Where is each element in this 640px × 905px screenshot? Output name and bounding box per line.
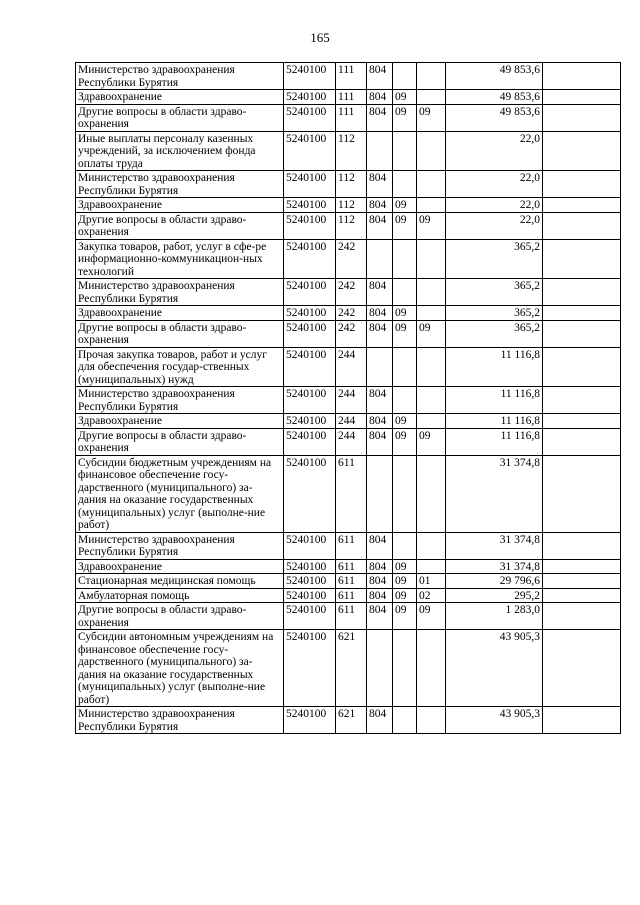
subsection-cell: 09 (417, 603, 446, 630)
subsection-cell (417, 387, 446, 414)
target-article-cell: 5240100 (284, 630, 336, 707)
administrator-code-cell (367, 630, 393, 707)
section-cell (393, 279, 417, 306)
table-row (76, 131, 621, 171)
table-row (76, 414, 621, 429)
subsection-cell (417, 532, 446, 559)
target-article-cell: 5240100 (284, 63, 336, 90)
expense-type-cell: 611 (336, 603, 367, 630)
table-row (76, 387, 621, 414)
empty-cell (543, 387, 621, 414)
target-article-cell: 5240100 (284, 603, 336, 630)
table-row (76, 455, 621, 532)
target-article-cell: 5240100 (284, 320, 336, 347)
row-name-cell: Министерство здравоохранения Республики Бурятия (76, 707, 284, 734)
row-name-cell: Здравоохранение (76, 306, 284, 321)
target-article-cell: 5240100 (284, 414, 336, 429)
table-row (76, 559, 621, 574)
amount-cell: 365,2 (446, 239, 543, 279)
section-cell (393, 171, 417, 198)
section-cell: 09 (393, 603, 417, 630)
subsection-cell: 09 (417, 104, 446, 131)
table-row (76, 212, 621, 239)
administrator-code-cell: 804 (367, 63, 393, 90)
administrator-code-cell: 804 (367, 588, 393, 603)
empty-cell (543, 171, 621, 198)
section-cell (393, 455, 417, 532)
subsection-cell (417, 90, 446, 105)
table-row (76, 320, 621, 347)
expense-type-cell: 111 (336, 104, 367, 131)
budget-table (75, 62, 621, 734)
subsection-cell (417, 239, 446, 279)
empty-cell (543, 320, 621, 347)
empty-cell (543, 588, 621, 603)
row-name-cell: Министерство здравоохранения Республики Бурятия (76, 387, 284, 414)
amount-cell: 49 853,6 (446, 90, 543, 105)
subsection-cell (417, 306, 446, 321)
target-article-cell: 5240100 (284, 588, 336, 603)
subsection-cell (417, 559, 446, 574)
empty-cell (543, 63, 621, 90)
empty-cell (543, 104, 621, 131)
subsection-cell: 09 (417, 428, 446, 455)
subsection-cell (417, 131, 446, 171)
administrator-code-cell: 804 (367, 414, 393, 429)
table-row (76, 428, 621, 455)
amount-cell: 31 374,8 (446, 532, 543, 559)
empty-cell (543, 198, 621, 213)
expense-type-cell: 242 (336, 239, 367, 279)
row-name-cell: Прочая закупка товаров, работ и услуг для обеспечения государ-ственных (муниципальных) нужд (76, 347, 284, 387)
row-name-cell: Другие вопросы в области здраво-охранения (76, 428, 284, 455)
page-number: 165 (310, 30, 330, 45)
amount-cell: 365,2 (446, 279, 543, 306)
subsection-cell (417, 171, 446, 198)
target-article-cell: 5240100 (284, 131, 336, 171)
row-name-cell: Здравоохранение (76, 414, 284, 429)
expense-type-cell: 244 (336, 387, 367, 414)
amount-cell: 22,0 (446, 212, 543, 239)
table-row (76, 532, 621, 559)
administrator-code-cell: 804 (367, 279, 393, 306)
amount-cell: 22,0 (446, 198, 543, 213)
administrator-code-cell: 804 (367, 559, 393, 574)
table-row (76, 239, 621, 279)
section-cell (393, 532, 417, 559)
administrator-code-cell: 804 (367, 428, 393, 455)
amount-cell: 29 796,6 (446, 574, 543, 589)
expense-type-cell: 611 (336, 455, 367, 532)
table-row (76, 306, 621, 321)
section-cell (393, 387, 417, 414)
section-cell: 09 (393, 428, 417, 455)
empty-cell (543, 90, 621, 105)
expense-type-cell: 611 (336, 588, 367, 603)
expense-type-cell: 244 (336, 347, 367, 387)
amount-cell: 11 116,8 (446, 387, 543, 414)
table-row (76, 574, 621, 589)
table-row (76, 104, 621, 131)
section-cell: 09 (393, 588, 417, 603)
section-cell: 09 (393, 574, 417, 589)
table-row (76, 603, 621, 630)
row-name-cell: Министерство здравоохранения Республики Бурятия (76, 279, 284, 306)
section-cell (393, 707, 417, 734)
row-name-cell: Стационарная медицинская помощь (76, 574, 284, 589)
administrator-code-cell: 804 (367, 387, 393, 414)
amount-cell: 22,0 (446, 171, 543, 198)
target-article-cell: 5240100 (284, 90, 336, 105)
administrator-code-cell (367, 131, 393, 171)
section-cell (393, 131, 417, 171)
expense-type-cell: 112 (336, 198, 367, 213)
expense-type-cell: 242 (336, 306, 367, 321)
row-name-cell: Иные выплаты персоналу казенных учреждений, за исключением фонда оплаты труда (76, 131, 284, 171)
empty-cell (543, 532, 621, 559)
empty-cell (543, 306, 621, 321)
subsection-cell: 02 (417, 588, 446, 603)
subsection-cell (417, 63, 446, 90)
row-name-cell: Другие вопросы в области здраво-охранения (76, 603, 284, 630)
empty-cell (543, 559, 621, 574)
subsection-cell: 09 (417, 212, 446, 239)
section-cell: 09 (393, 90, 417, 105)
table-row (76, 279, 621, 306)
section-cell: 09 (393, 212, 417, 239)
table-row (76, 347, 621, 387)
amount-cell: 1 283,0 (446, 603, 543, 630)
target-article-cell: 5240100 (284, 574, 336, 589)
amount-cell: 11 116,8 (446, 414, 543, 429)
empty-cell (543, 428, 621, 455)
empty-cell (543, 707, 621, 734)
expense-type-cell: 112 (336, 131, 367, 171)
administrator-code-cell: 804 (367, 532, 393, 559)
subsection-cell (417, 630, 446, 707)
table-row (76, 90, 621, 105)
table-row (76, 707, 621, 734)
table-row (76, 588, 621, 603)
amount-cell: 22,0 (446, 131, 543, 171)
expense-type-cell: 112 (336, 212, 367, 239)
target-article-cell: 5240100 (284, 212, 336, 239)
section-cell (393, 630, 417, 707)
empty-cell (543, 574, 621, 589)
target-article-cell: 5240100 (284, 239, 336, 279)
administrator-code-cell (367, 455, 393, 532)
row-name-cell: Здравоохранение (76, 198, 284, 213)
administrator-code-cell (367, 347, 393, 387)
table-body (76, 63, 621, 734)
section-cell (393, 239, 417, 279)
section-cell: 09 (393, 559, 417, 574)
subsection-cell (417, 455, 446, 532)
section-cell: 09 (393, 320, 417, 347)
target-article-cell: 5240100 (284, 559, 336, 574)
empty-cell (543, 347, 621, 387)
section-cell: 09 (393, 306, 417, 321)
expense-type-cell: 244 (336, 414, 367, 429)
row-name-cell: Закупка товаров, работ, услуг в сфе-ре информационно-коммуникацион-ных технологий (76, 239, 284, 279)
target-article-cell: 5240100 (284, 347, 336, 387)
amount-cell: 43 905,3 (446, 707, 543, 734)
administrator-code-cell: 804 (367, 171, 393, 198)
section-cell: 09 (393, 198, 417, 213)
target-article-cell: 5240100 (284, 104, 336, 131)
row-name-cell: Амбулаторная помощь (76, 588, 284, 603)
expense-type-cell: 111 (336, 63, 367, 90)
amount-cell: 31 374,8 (446, 559, 543, 574)
row-name-cell: Другие вопросы в области здраво-охранения (76, 212, 284, 239)
expense-type-cell: 611 (336, 559, 367, 574)
administrator-code-cell: 804 (367, 306, 393, 321)
section-cell (393, 63, 417, 90)
table-row (76, 198, 621, 213)
empty-cell (543, 630, 621, 707)
administrator-code-cell: 804 (367, 104, 393, 131)
administrator-code-cell (367, 239, 393, 279)
section-cell (393, 347, 417, 387)
section-cell: 09 (393, 414, 417, 429)
row-name-cell: Министерство здравоохранения Республики Бурятия (76, 171, 284, 198)
table-row (76, 630, 621, 707)
administrator-code-cell: 804 (367, 603, 393, 630)
empty-cell (543, 239, 621, 279)
amount-cell: 11 116,8 (446, 428, 543, 455)
expense-type-cell: 111 (336, 90, 367, 105)
amount-cell: 49 853,6 (446, 63, 543, 90)
row-name-cell: Министерство здравоохранения Республики Бурятия (76, 63, 284, 90)
row-name-cell: Другие вопросы в области здраво-охранения (76, 104, 284, 131)
target-article-cell: 5240100 (284, 428, 336, 455)
row-name-cell: Другие вопросы в области здраво-охранения (76, 320, 284, 347)
expense-type-cell: 611 (336, 574, 367, 589)
subsection-cell (417, 198, 446, 213)
expense-type-cell: 244 (336, 428, 367, 455)
subsection-cell: 01 (417, 574, 446, 589)
target-article-cell: 5240100 (284, 455, 336, 532)
expense-type-cell: 242 (336, 279, 367, 306)
amount-cell: 295,2 (446, 588, 543, 603)
row-name-cell: Субсидии автономным учреждениям на финансовое обеспечение госу-дарственного (муниципального) за-дания на оказание государственных (муниципальных) услуг (выполне-ние работ) (76, 630, 284, 707)
section-cell: 09 (393, 104, 417, 131)
subsection-cell: 09 (417, 320, 446, 347)
administrator-code-cell: 804 (367, 574, 393, 589)
amount-cell: 43 905,3 (446, 630, 543, 707)
target-article-cell: 5240100 (284, 171, 336, 198)
expense-type-cell: 112 (336, 171, 367, 198)
table-row (76, 63, 621, 90)
amount-cell: 365,2 (446, 320, 543, 347)
target-article-cell: 5240100 (284, 532, 336, 559)
target-article-cell: 5240100 (284, 387, 336, 414)
empty-cell (543, 279, 621, 306)
subsection-cell (417, 414, 446, 429)
administrator-code-cell: 804 (367, 212, 393, 239)
subsection-cell (417, 279, 446, 306)
administrator-code-cell: 804 (367, 90, 393, 105)
row-name-cell: Здравоохранение (76, 90, 284, 105)
administrator-code-cell: 804 (367, 707, 393, 734)
amount-cell: 49 853,6 (446, 104, 543, 131)
administrator-code-cell: 804 (367, 320, 393, 347)
expense-type-cell: 242 (336, 320, 367, 347)
empty-cell (543, 212, 621, 239)
subsection-cell (417, 707, 446, 734)
amount-cell: 31 374,8 (446, 455, 543, 532)
amount-cell: 365,2 (446, 306, 543, 321)
target-article-cell: 5240100 (284, 198, 336, 213)
empty-cell (543, 131, 621, 171)
row-name-cell: Субсидии бюджетным учреждениям на финансовое обеспечение госу-дарственного (муниципального) за-дания на оказание государственных (муниципальных) услуг (выполне-ние работ) (76, 455, 284, 532)
expense-type-cell: 611 (336, 532, 367, 559)
target-article-cell: 5240100 (284, 707, 336, 734)
expense-type-cell: 621 (336, 630, 367, 707)
row-name-cell: Здравоохранение (76, 559, 284, 574)
administrator-code-cell: 804 (367, 198, 393, 213)
empty-cell (543, 455, 621, 532)
subsection-cell (417, 347, 446, 387)
empty-cell (543, 603, 621, 630)
amount-cell: 11 116,8 (446, 347, 543, 387)
table-row (76, 171, 621, 198)
empty-cell (543, 414, 621, 429)
row-name-cell: Министерство здравоохранения Республики Бурятия (76, 532, 284, 559)
target-article-cell: 5240100 (284, 306, 336, 321)
expense-type-cell: 621 (336, 707, 367, 734)
target-article-cell: 5240100 (284, 279, 336, 306)
